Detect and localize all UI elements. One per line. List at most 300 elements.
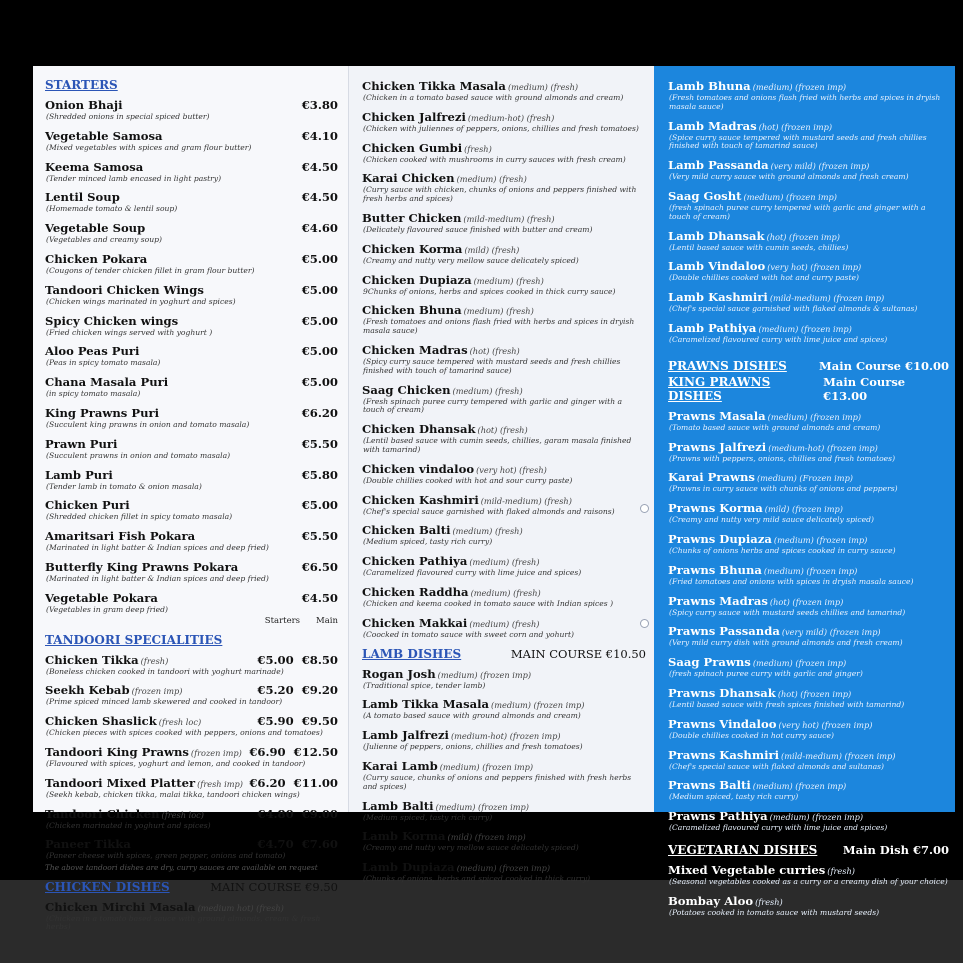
dish-name: Mixed Vegetable curries xyxy=(668,862,826,877)
menu-item xyxy=(45,340,338,368)
dish-price: €5.80 xyxy=(301,467,338,482)
menu-item xyxy=(362,106,646,134)
dish-tags: (hot) (frozen imp) xyxy=(777,688,852,699)
starters-heading xyxy=(45,78,338,92)
dish-price: €5.00 xyxy=(301,375,338,390)
dish-name: Chicken Tikka Masala xyxy=(362,79,506,93)
menu-item xyxy=(362,75,646,103)
menu-item-row xyxy=(668,75,949,94)
menu-item-row xyxy=(362,581,646,600)
dish-description: (Succulent prawns in onion and tomato masala) xyxy=(46,450,231,460)
menu-item xyxy=(45,679,338,707)
menu-item xyxy=(45,833,338,861)
dish-name: Chicken Gumbi xyxy=(362,140,463,155)
dish-description: (Curry sauce, chunks of onions and peppers finished with fresh herbs and spices) xyxy=(363,772,632,791)
dish-price: €5.00 xyxy=(301,313,338,328)
menu-item-title xyxy=(362,755,533,774)
dish-name: Vegetable Samosa xyxy=(45,128,163,143)
dish-prices xyxy=(257,653,338,667)
dish-tags: (medium) (frozen imp) xyxy=(491,700,585,711)
dish-name: Lamb Passanda xyxy=(668,158,769,173)
dish-price: €5.50 xyxy=(301,529,338,544)
dish-name: Chicken Madras xyxy=(362,342,468,357)
dish-description: (Traditional spice, tender lamb) xyxy=(363,680,486,690)
dish-name: Prawns Balti xyxy=(668,778,751,793)
dish-name: Prawns Korma xyxy=(668,501,763,516)
menu-item-row xyxy=(45,186,338,205)
menu-item-row xyxy=(362,167,646,186)
menu-item-title xyxy=(668,559,857,578)
dish-description: 9Chunks of onions, herbs and spices cooked in thick curry sauce) xyxy=(363,286,616,296)
menu-item-row xyxy=(668,154,949,173)
menu-item xyxy=(45,649,338,677)
dish-description: (Double chillies cooked with hot and curry paste) xyxy=(669,273,859,283)
menu-item xyxy=(362,238,646,266)
dish-description: (Chicken wings marinated in yoghurt and spices) xyxy=(46,296,236,306)
dish-name: Prawns Vindaloo xyxy=(668,716,777,731)
menu-item-row xyxy=(45,710,338,729)
menu-item-row xyxy=(668,225,949,244)
dish-tags: (mild) (frozen imp) xyxy=(764,504,843,515)
dish-tags: (medium) (frozen imp) xyxy=(752,658,847,669)
dish-description: (Shredded onions in special spiced butter) xyxy=(46,112,210,121)
menu-item-row xyxy=(45,340,338,359)
dish-description: (fresh spinach puree curry tempered with garlic and ginger with a touch of cream) xyxy=(669,202,926,221)
dish-name: Chicken Makkai xyxy=(362,615,468,630)
dish-description: (Seasonal vegetables cooked as a curry or a creamy dish of your choice) xyxy=(669,876,948,886)
menu-item xyxy=(45,279,338,307)
menu-item-title xyxy=(668,75,846,94)
menu-column-left xyxy=(33,66,348,932)
menu-item xyxy=(362,856,646,884)
dish-description: (Boneless chicken cooked in tandoori with yoghurt marinade) xyxy=(46,666,284,676)
menu-item-row xyxy=(45,649,338,668)
dish-description: (Very mild curry sauce with ground almonds and fresh cream) xyxy=(669,172,909,182)
menu-item xyxy=(362,137,646,165)
dish-name: Prawns Jalfrezi xyxy=(668,439,767,454)
menu-item xyxy=(45,464,338,492)
dish-name: Chicken Puri xyxy=(45,498,130,513)
menu-item-row xyxy=(668,436,949,455)
menu-item xyxy=(668,497,949,525)
dish-tags: (hot) (frozen imp) xyxy=(758,121,833,132)
dish-tags: (medium) (fresh) xyxy=(470,587,541,598)
dish-description: (Vegetables in gram deep fried) xyxy=(46,604,168,614)
main-price: €9.50 xyxy=(301,714,338,729)
label-starters: Starters xyxy=(264,615,301,626)
dish-description: (Shredded chicken fillet in spicy tomato masala) xyxy=(46,512,233,522)
dish-name: Lamb Bhuna xyxy=(668,79,751,93)
dish-tags: (very hot) (frozen imp) xyxy=(767,262,862,273)
menu-item-title xyxy=(45,310,178,329)
dish-description: (Medium spiced, tasty rich curry) xyxy=(363,537,493,547)
menu-item-title xyxy=(45,494,130,513)
menu-item-title xyxy=(362,856,550,875)
dish-description: (Creamy and nutty very mellow sauce delicately spiced) xyxy=(363,843,579,853)
dish-description: (Succulent king prawns in onion and tomato masala) xyxy=(46,419,250,429)
dish-name: Paneer Tikka xyxy=(45,837,131,852)
menu-item xyxy=(45,310,338,338)
dish-name: Chicken Raddha xyxy=(362,584,469,599)
dish-name: Keema Samosa xyxy=(45,159,144,174)
dish-name: Spicy Chicken wings xyxy=(45,313,179,328)
dish-name: Aloo Peas Puri xyxy=(45,344,140,359)
dish-name: Chicken Tikka xyxy=(45,652,139,667)
dish-name: Vegetable Soup xyxy=(45,221,146,236)
menu-item-row xyxy=(668,528,949,547)
dish-name: Prawns Madras xyxy=(668,593,768,608)
menu-item-row xyxy=(362,75,646,94)
dish-tags: (medium) (fresh) xyxy=(452,385,523,396)
menu-item-title xyxy=(668,528,867,547)
dish-price: €4.60 xyxy=(301,221,338,236)
dish-tags: (medium) (fresh) xyxy=(469,557,540,568)
dish-tags: (medium) (Frozen imp) xyxy=(756,473,854,484)
dish-name: Tandoori King Prawns xyxy=(45,744,189,759)
vegetarian-dishes-course-price: Main Dish €7.00 xyxy=(842,842,949,857)
king-prawns-dishes-heading xyxy=(668,375,949,403)
dish-name: Prawns Passanda xyxy=(668,624,780,639)
lamb-dishes-heading xyxy=(362,647,646,661)
menu-item xyxy=(668,405,949,433)
menu-item-row xyxy=(668,405,949,424)
main-price: €7.60 xyxy=(301,837,338,852)
menu-item-row xyxy=(45,896,338,915)
dish-price: €5.50 xyxy=(301,436,338,451)
menu-item-title xyxy=(362,612,539,631)
menu-item-row xyxy=(362,489,646,508)
dish-description: (Lentil based sauce with fresh spices finished with tamarind) xyxy=(669,699,905,709)
menu-item xyxy=(362,795,646,823)
menu-item xyxy=(668,528,949,556)
menu-item-title xyxy=(362,238,519,257)
menu-item-title xyxy=(668,590,843,609)
dish-tags: (fresh loc) xyxy=(158,717,202,728)
menu-item xyxy=(668,115,949,152)
dish-tags: (medium) (frozen imp) xyxy=(773,534,868,545)
menu-item-title xyxy=(668,805,863,824)
dish-name: Chicken Jalfrezi xyxy=(362,109,466,124)
dish-tags: (medium) (fresh) xyxy=(452,526,523,537)
menu-item-row xyxy=(362,207,646,226)
dish-description: (Chef's special sauce garnished with flaked almonds and raisons) xyxy=(363,506,615,516)
dish-tags: (medium) (frozen imp) xyxy=(767,411,862,422)
menu-item-title xyxy=(45,525,195,544)
dish-tags: (medium hot) (fresh) xyxy=(197,902,284,913)
dish-tags: (mild-medium) (frozen imp) xyxy=(769,293,885,304)
menu-item-title xyxy=(668,682,851,701)
dish-name: Tandoori Mixed Platter xyxy=(45,775,196,790)
menu-item-title xyxy=(45,556,238,575)
menu-item-row xyxy=(45,587,338,606)
lamb-dishes-title: LAMB DISHES xyxy=(362,646,462,661)
dish-tags: (very mild) (frozen imp) xyxy=(781,627,881,638)
menu-item-title xyxy=(362,693,584,712)
starter-price: €5.90 xyxy=(257,714,294,729)
menu-item xyxy=(668,185,949,222)
fold-hole-icon xyxy=(640,504,649,513)
menu-item-title xyxy=(668,859,855,878)
dish-description: (Delicately flavoured sauce finished with butter and cream) xyxy=(363,224,593,234)
label-main: Main xyxy=(316,615,338,626)
menu-item-title xyxy=(668,317,852,336)
dish-name: Chicken Pathiya xyxy=(362,554,468,569)
dish-tags: (hot) (fresh) xyxy=(477,425,528,436)
menu-item xyxy=(45,556,338,584)
menu-item-row xyxy=(45,464,338,483)
menu-item xyxy=(668,774,949,802)
dish-description: (Flavoured with spices, yoghurt and lemon, and cooked in tandoor) xyxy=(46,758,306,768)
dish-tags: (medium) (frozen imp) xyxy=(752,82,847,92)
menu-item-title xyxy=(45,248,147,267)
menu-item-row xyxy=(362,663,646,682)
menu-item xyxy=(668,75,949,112)
dish-tags: (medium-hot) (frozen imp) xyxy=(450,731,561,742)
menu-item-row xyxy=(668,805,949,824)
menu-item-title xyxy=(362,581,541,600)
menu-item-row xyxy=(45,94,338,113)
dish-name: Amaritsari Fish Pokara xyxy=(45,529,196,544)
menu-item-row xyxy=(362,550,646,569)
menu-item xyxy=(668,651,949,679)
menu-item xyxy=(45,772,338,800)
dish-tags: (mild-medium) (frozen imp) xyxy=(781,750,896,761)
menu-item-row xyxy=(362,137,646,156)
menu-item xyxy=(45,371,338,399)
dish-price: €5.00 xyxy=(301,251,338,266)
dish-prices xyxy=(257,683,338,697)
dish-tags: (hot) (frozen imp) xyxy=(769,596,844,607)
menu-item xyxy=(362,724,646,752)
dish-tags: (very hot) (frozen imp) xyxy=(778,719,873,730)
dish-tags: (medium-hot) (fresh) xyxy=(467,112,555,123)
menu-item-title xyxy=(668,497,843,516)
prawns-dishes-title: PRAWNS DISHES xyxy=(668,358,787,373)
price-column-labels xyxy=(45,616,338,626)
dish-prices xyxy=(257,807,338,821)
menu-item-title xyxy=(45,803,204,822)
dish-name: Prawns Dupiaza xyxy=(668,531,772,546)
dish-description: (Double chillies cooked with hot and sour curry paste) xyxy=(363,475,573,485)
menu-item-title xyxy=(45,402,159,421)
menu-item-row xyxy=(668,466,949,485)
main-price: €9.00 xyxy=(301,806,338,821)
menu-item xyxy=(668,590,949,618)
dish-price: €6.20 xyxy=(301,405,338,420)
menu-item-title xyxy=(362,724,561,743)
menu-item-title xyxy=(668,890,783,909)
dish-tags: (medium) (frozen imp) xyxy=(743,191,837,202)
dish-tags: (medium) (frozen imp) xyxy=(439,761,534,772)
menu-item xyxy=(45,402,338,430)
menu-item-title xyxy=(45,279,204,298)
menu-item-title xyxy=(45,833,131,852)
dish-description: (in spicy tomato masala) xyxy=(46,389,141,399)
menu-item-row xyxy=(45,494,338,513)
dish-description: (Coocked in tomato sauce with sweet corn and yohurt) xyxy=(363,629,575,639)
starter-price: €5.00 xyxy=(257,652,294,667)
dish-price: €5.00 xyxy=(301,344,338,359)
dish-tags: (fresh imp) xyxy=(197,778,243,789)
dish-tags: (medium) (frozen imp) xyxy=(437,669,532,680)
menu-item-title xyxy=(45,94,122,113)
dish-prices xyxy=(257,714,338,728)
dish-tags: (mild-medium) (fresh) xyxy=(463,213,555,224)
menu-item-title xyxy=(45,587,158,606)
dish-prices xyxy=(249,745,338,759)
dish-name: Lamb Puri xyxy=(45,467,113,482)
menu-item xyxy=(45,896,338,933)
menu-item-title xyxy=(45,156,143,175)
dish-name: King Prawns Puri xyxy=(45,405,160,420)
dish-name: Saag Gosht xyxy=(668,188,742,203)
menu-item-title xyxy=(362,379,523,398)
vegetarian-dishes-heading xyxy=(668,843,949,857)
king-prawns-dishes-course-price: Main Course €13.00 xyxy=(823,374,906,403)
menu-item-title xyxy=(362,458,547,477)
menu-item-row xyxy=(668,890,949,909)
dish-tags: (medium) (frozen imp) xyxy=(763,565,858,576)
menu-item-row xyxy=(362,269,646,288)
dish-description: (Caramelized flavoured curry with lime juice and spices) xyxy=(669,823,888,833)
menu-item xyxy=(668,559,949,587)
menu-item-row xyxy=(45,556,338,575)
menu-item-row xyxy=(668,317,949,336)
dish-name: Prawns Bhuna xyxy=(668,562,762,577)
chicken-dishes-heading xyxy=(45,880,338,894)
dish-tags: (frozen imp) xyxy=(131,686,183,697)
dish-price: €4.50 xyxy=(301,190,338,205)
dish-name: Lamb Dhansak xyxy=(668,228,765,243)
dish-description: (A tomato based sauce with ground almonds and cream) xyxy=(363,711,581,721)
dish-description: (Chef's special sauce with flaked almonds and sultanas) xyxy=(669,761,884,771)
dish-name: Chana Masala Puri xyxy=(45,375,169,390)
dish-tags: (fresh) xyxy=(827,865,855,876)
menu-sheet xyxy=(33,66,955,932)
menu-item-title xyxy=(668,436,878,455)
dish-tags: (medium) (fresh) xyxy=(463,306,534,317)
dish-name: Lamb Kashmiri xyxy=(668,290,768,305)
dish-name: Chicken Bhuna xyxy=(362,303,462,318)
dish-description: (Creamy and nutty very mild sauce delicately spiced) xyxy=(669,515,874,525)
menu-item-row xyxy=(362,106,646,125)
dish-tags: (fresh) xyxy=(755,896,783,907)
dish-name: Seekh Kebab xyxy=(45,683,130,698)
menu-item-row xyxy=(362,612,646,631)
menu-item-row xyxy=(45,217,338,236)
dish-tags: (frozen imp) xyxy=(190,747,242,758)
menu-item-title xyxy=(362,137,492,156)
menu-item-row xyxy=(45,371,338,390)
dish-name: Butter Chicken xyxy=(362,210,462,225)
dish-name: Karai Chicken xyxy=(362,171,455,186)
fold-hole-icon xyxy=(640,619,649,628)
dish-tags: (medium) (fresh) xyxy=(473,275,544,286)
menu-item-row xyxy=(668,115,949,134)
dish-description: (Lentil based sauce with cumin seeds, chillies, garam masala finished with tamarind) xyxy=(363,436,632,454)
dish-tags: (mild-medium) (fresh) xyxy=(480,495,572,506)
dish-description: (Prawns in curry sauce with chunks of onions and peppers) xyxy=(669,484,898,494)
tandoori-title: TANDOORI SPECIALITIES xyxy=(45,632,223,647)
menu-item-title xyxy=(362,207,555,226)
dish-description: (Chicken in a tomato based sauce with ground almonds and cream) xyxy=(363,93,624,102)
dish-description: (Tender lamb in tomato & onion masala) xyxy=(46,481,202,491)
menu-item-title xyxy=(668,115,832,134)
dish-name: Chicken Kashmiri xyxy=(362,492,479,507)
dish-description: (Creamy and nutty very mellow sauce delicately spiced) xyxy=(363,255,579,265)
dish-name: Lamb Madras xyxy=(668,118,757,133)
menu-item-title xyxy=(45,710,201,729)
menu-item-title xyxy=(45,340,139,359)
dish-name: Saag Chicken xyxy=(362,382,451,397)
menu-column-middle xyxy=(348,66,654,884)
menu-item xyxy=(362,167,646,204)
menu-item xyxy=(362,755,646,792)
tandoori-heading xyxy=(45,633,338,647)
menu-item-row xyxy=(668,744,949,763)
menu-item-row xyxy=(668,559,949,578)
menu-item-title xyxy=(668,774,846,793)
dish-name: Lamb Jalfrezi xyxy=(362,728,449,743)
main-price: €9.20 xyxy=(301,683,338,698)
dish-name: Lamb Vindaloo xyxy=(668,259,766,274)
dish-tags: (medium) (frozen imp) xyxy=(435,801,529,812)
menu-item-title xyxy=(362,663,531,682)
menu-item-title xyxy=(668,255,861,274)
dish-price: €5.00 xyxy=(301,282,338,297)
menu-item-title xyxy=(45,649,168,668)
dish-description: (Cougons of tender chicken fillet in gram flour butter) xyxy=(46,265,255,275)
menu-item-title xyxy=(45,741,242,760)
dish-description: (Chef's special sauce garnished with flaked almonds & sultanas) xyxy=(669,304,918,314)
menu-item-row xyxy=(45,433,338,452)
dish-name: Chicken Dupiaza xyxy=(362,272,472,287)
starters-title: STARTERS xyxy=(45,78,118,92)
menu-item-title xyxy=(362,519,523,538)
menu-item-row xyxy=(45,156,338,175)
menu-item-row xyxy=(45,803,338,822)
menu-item-title xyxy=(668,466,853,485)
dish-prices xyxy=(257,837,338,851)
menu-item-title xyxy=(45,125,163,144)
dish-description: (Fresh spinach puree curry tempered with garlic and ginger with a touch of cream) xyxy=(363,396,623,415)
menu-item-title xyxy=(362,75,578,94)
dish-description: (Double chillies cooked in hot curry sauce) xyxy=(669,730,834,740)
menu-item xyxy=(668,890,949,918)
dish-description: (Marinated in light batter & Indian spices and deep fried) xyxy=(46,543,269,553)
menu-item-title xyxy=(668,620,881,639)
dish-name: Chicken Mirchi Masala xyxy=(45,899,196,914)
menu-item-row xyxy=(362,755,646,774)
menu-item-row xyxy=(668,620,949,639)
menu-item-row xyxy=(362,418,646,437)
dish-description: (Spicy curry sauce with mustard seeds chillies and tamarind) xyxy=(669,607,906,617)
menu-item-title xyxy=(362,795,529,814)
menu-item xyxy=(668,317,949,345)
dish-tags: (medium) (fresh) xyxy=(456,174,527,185)
dish-name: Lamb Dupiaza xyxy=(362,860,455,875)
prawns-dishes-course-price: Main Course €10.00 xyxy=(819,358,949,373)
menu-item xyxy=(668,466,949,494)
menu-item xyxy=(45,94,338,122)
menu-item xyxy=(362,519,646,547)
dish-name: Prawn Puri xyxy=(45,436,118,451)
dish-name: Karai Prawns xyxy=(668,470,755,485)
menu-item-row xyxy=(668,590,949,609)
menu-item-row xyxy=(362,299,646,318)
dish-description: (Medium spiced, tasty rich curry) xyxy=(363,812,493,822)
dish-name: Chicken Balti xyxy=(362,523,451,538)
